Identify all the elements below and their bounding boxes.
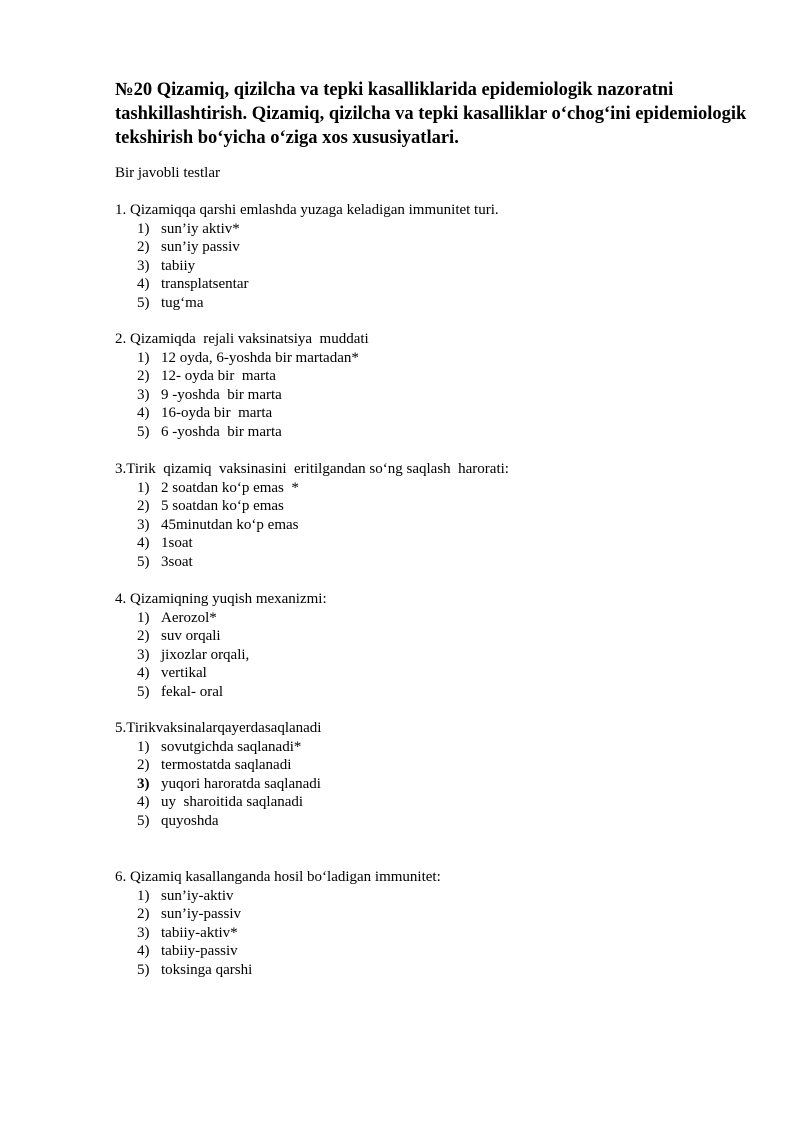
option-number: 4) bbox=[137, 405, 150, 421]
option-text: 6 -yoshda bir marta bbox=[161, 423, 282, 440]
option-number: 1) bbox=[137, 479, 150, 496]
option-number: 5) bbox=[137, 961, 150, 978]
question-text: 3.Tirik qizamiq vaksinasini eritilgandan so‘ng saqlash harorati: bbox=[115, 461, 509, 477]
option-number: 4) bbox=[137, 276, 150, 292]
option-text: quyoshda bbox=[161, 812, 219, 829]
option-number: 5) bbox=[137, 683, 150, 700]
option-text: 12 oyda, 6-yoshda bir martadan* bbox=[161, 349, 359, 366]
option-number: 1) bbox=[137, 220, 150, 237]
option-text: Aerozol* bbox=[161, 609, 217, 626]
option-number: 2) bbox=[137, 757, 150, 773]
option-item bbox=[115, 961, 755, 980]
question-4 bbox=[115, 590, 755, 701]
option-list bbox=[115, 349, 755, 442]
option-text: yuqori haroratda saqlanadi bbox=[161, 775, 321, 792]
option-list bbox=[115, 220, 755, 313]
option-text: tabiiy-aktiv* bbox=[161, 924, 238, 941]
option-item bbox=[115, 887, 755, 906]
option-item bbox=[115, 497, 755, 516]
option-number: 2) bbox=[137, 498, 150, 514]
option-list bbox=[115, 479, 755, 572]
question-6 bbox=[115, 868, 755, 979]
option-item bbox=[115, 553, 755, 572]
option-number: 5) bbox=[137, 423, 150, 440]
option-item bbox=[115, 738, 755, 757]
question-text: 1. Qizamiqqa qarshi emlashda yuzaga keladigan immunitet turi. bbox=[115, 202, 499, 218]
option-item bbox=[115, 294, 755, 313]
question-text: 2. Qizamiqda rejali vaksinatsiya muddati bbox=[115, 331, 369, 347]
option-number: 2) bbox=[137, 368, 150, 384]
question-1 bbox=[115, 201, 755, 312]
option-number: 4) bbox=[137, 535, 150, 551]
option-number: 3) bbox=[137, 775, 150, 792]
option-item bbox=[115, 812, 755, 831]
option-text: 3soat bbox=[161, 553, 193, 570]
option-item bbox=[115, 534, 755, 553]
option-text: sun’iy aktiv* bbox=[161, 220, 240, 237]
option-number: 4) bbox=[137, 665, 150, 681]
option-text: 45minutdan ko‘p emas bbox=[161, 516, 299, 533]
option-number: 1) bbox=[137, 887, 150, 904]
document-page bbox=[115, 78, 755, 978]
option-text: transplatsentar bbox=[161, 276, 249, 292]
option-list bbox=[115, 738, 755, 831]
option-text: 9 -yoshda bir marta bbox=[161, 386, 282, 403]
option-text: sun’iy-aktiv bbox=[161, 887, 234, 904]
option-text: termostatda saqlanadi bbox=[161, 757, 292, 773]
option-text: sovutgichda saqlanadi* bbox=[161, 738, 302, 755]
option-number: 3) bbox=[137, 924, 150, 941]
question-text: 5.Tirikvaksinalarqayerdasaqlanadi bbox=[115, 720, 322, 736]
option-item bbox=[115, 905, 755, 924]
option-number: 1) bbox=[137, 738, 150, 755]
option-number: 5) bbox=[137, 294, 150, 311]
option-text: jixozlar orqali, bbox=[161, 646, 250, 663]
option-text: tabiiy bbox=[161, 257, 196, 274]
option-text: tabiiy-passiv bbox=[161, 943, 238, 959]
option-text: vertikal bbox=[161, 665, 207, 681]
option-list bbox=[115, 609, 755, 702]
option-item bbox=[115, 942, 755, 961]
option-number: 1) bbox=[137, 609, 150, 626]
option-text: sun’iy-passiv bbox=[161, 906, 241, 922]
option-item bbox=[115, 609, 755, 628]
option-item bbox=[115, 775, 755, 794]
option-number: 3) bbox=[137, 386, 150, 403]
option-item bbox=[115, 386, 755, 405]
option-item bbox=[115, 423, 755, 442]
option-item bbox=[115, 257, 755, 276]
option-number: 2) bbox=[137, 628, 150, 644]
option-item bbox=[115, 664, 755, 683]
option-text: toksinga qarshi bbox=[161, 961, 253, 978]
option-text: 1soat bbox=[161, 535, 193, 551]
option-item bbox=[115, 756, 755, 775]
option-number: 2) bbox=[137, 906, 150, 922]
question-text: 6. Qizamiq kasallanganda hosil bo‘ladigan immunitet: bbox=[115, 869, 441, 885]
option-item bbox=[115, 516, 755, 535]
question-text: 4. Qizamiqning yuqish mexanizmi: bbox=[115, 591, 327, 607]
option-number: 3) bbox=[137, 516, 150, 533]
option-text: suv orqali bbox=[161, 628, 221, 644]
option-item bbox=[115, 404, 755, 423]
option-item bbox=[115, 683, 755, 702]
option-number: 5) bbox=[137, 553, 150, 570]
option-text: 5 soatdan ko‘p emas bbox=[161, 498, 284, 514]
option-text: sun’iy passiv bbox=[161, 239, 240, 255]
option-number: 2) bbox=[137, 239, 150, 255]
option-text: uy sharoitida saqlanadi bbox=[161, 794, 304, 810]
question-2 bbox=[115, 330, 755, 441]
document-title: №20 Qizamiq, qizilcha va tepki kasalliklarida epidemiologik nazoratni tashkillashtirish. Qizamiq, qizilcha va tepki kasalliklar o‘chog‘ini epidemiologik tekshirish bo‘yicha o‘ziga xos xususiyatlari. bbox=[115, 80, 747, 148]
document-subtitle: Bir javobli testlar bbox=[115, 165, 220, 181]
option-item bbox=[115, 367, 755, 386]
option-number: 4) bbox=[137, 943, 150, 959]
question-5 bbox=[115, 719, 755, 830]
question-3 bbox=[115, 460, 755, 571]
option-item bbox=[115, 220, 755, 239]
option-text: 2 soatdan ko‘p emas * bbox=[161, 479, 299, 496]
option-item bbox=[115, 924, 755, 943]
option-number: 1) bbox=[137, 349, 150, 366]
option-number: 5) bbox=[137, 812, 150, 829]
option-item bbox=[115, 275, 755, 294]
option-number: 3) bbox=[137, 257, 150, 274]
option-text: fekal- oral bbox=[161, 683, 224, 700]
option-item bbox=[115, 793, 755, 812]
option-number: 4) bbox=[137, 794, 150, 810]
option-item bbox=[115, 479, 755, 498]
option-item bbox=[115, 627, 755, 646]
option-item bbox=[115, 646, 755, 665]
option-text: tug‘ma bbox=[161, 294, 204, 311]
option-item bbox=[115, 349, 755, 368]
option-item bbox=[115, 238, 755, 257]
option-text: 12- oyda bir marta bbox=[161, 368, 276, 384]
option-number: 3) bbox=[137, 646, 150, 663]
option-list bbox=[115, 887, 755, 980]
option-text: 16-oyda bir marta bbox=[161, 405, 273, 421]
